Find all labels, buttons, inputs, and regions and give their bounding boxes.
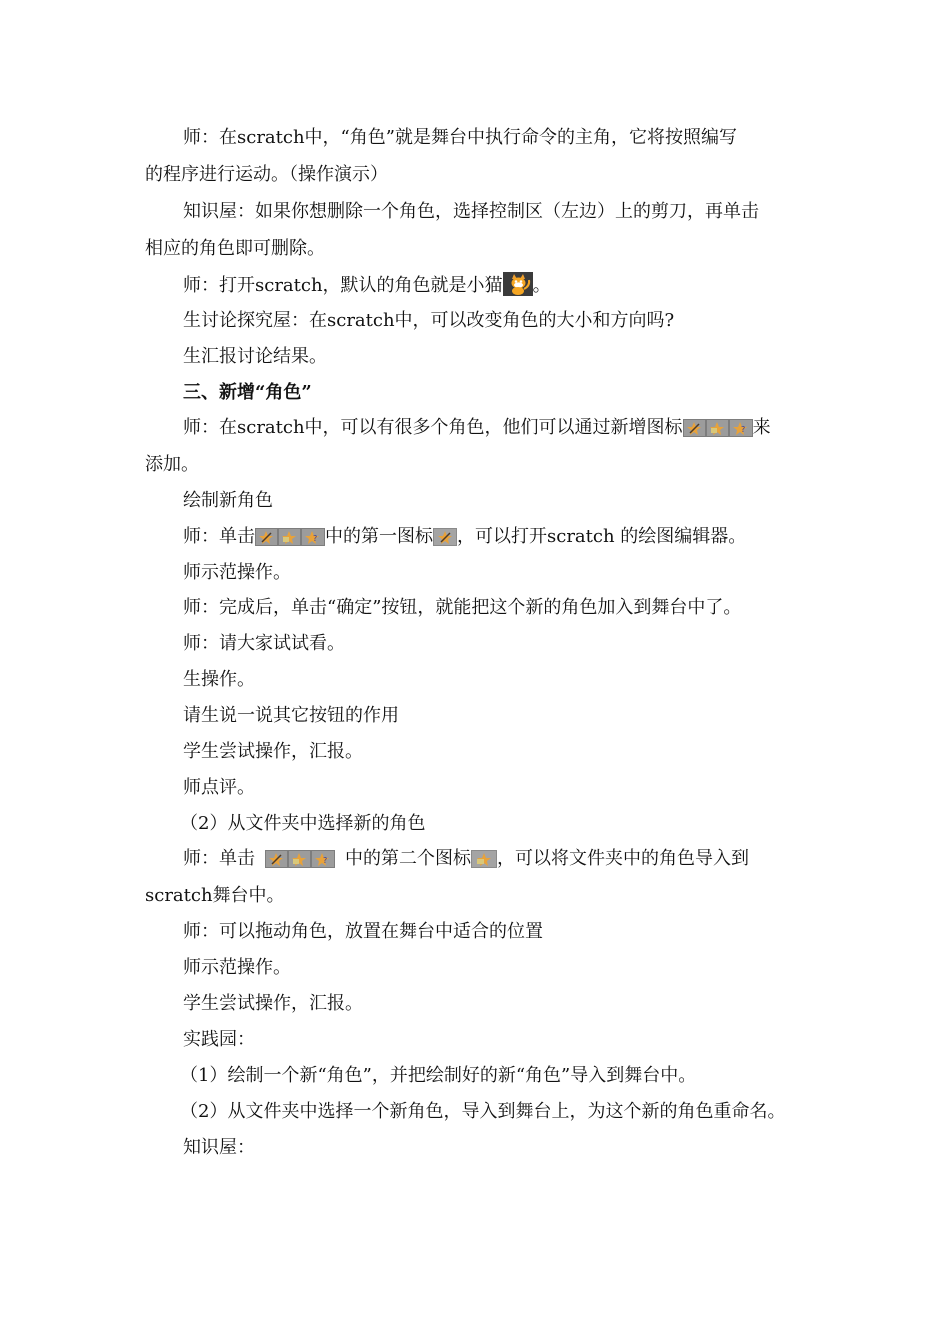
- text-run: 学生尝试操作，汇报。: [183, 993, 363, 1014]
- paragraph-line: [145, 236, 325, 262]
- text-run: 生讨论探究屋：在scratch中，可以改变角色的大小和方向吗?: [183, 310, 675, 331]
- text-run: 师点评。: [183, 777, 255, 798]
- text-run: 学生尝试操作，汇报。: [183, 741, 363, 762]
- text-run: 知识屋：: [183, 1137, 255, 1158]
- text-run: 师：单击: [183, 526, 255, 547]
- paragraph-line: [183, 308, 674, 334]
- paragraph-line: [180, 811, 425, 837]
- paragraph-line: [183, 667, 255, 693]
- svg-text:?: ?: [313, 534, 318, 543]
- paragraph-line: [183, 344, 327, 370]
- text-run: 三、新增“角色”: [183, 382, 312, 403]
- text-run: 师：在scratch中，“角色”就是舞台中执行命令的主角，它将按照编写: [183, 127, 737, 148]
- paragraph-line: [183, 125, 737, 151]
- text-run: ，可以打开scratch 的绘图编辑器。: [457, 526, 747, 547]
- text-run: 中的第二个图标: [345, 848, 471, 869]
- paragraph-line: [183, 846, 749, 872]
- paragraph-line: [183, 595, 741, 621]
- paragraph-line: [145, 883, 285, 909]
- new-sprite-buttons-icon: [265, 850, 335, 868]
- text-run: 请生说一说其它按钮的作用: [183, 705, 399, 726]
- text-run: 中的第一图标: [325, 526, 433, 547]
- paragraph-line: [183, 703, 399, 729]
- paragraph-line: [145, 452, 199, 478]
- paragraph-line: [183, 272, 551, 298]
- text-run: 师示范操作。: [183, 957, 291, 978]
- new-sprite-buttons-icon: [683, 419, 753, 437]
- choose-sprite-from-folder-icon: [471, 850, 497, 868]
- text-run: 生操作。: [183, 669, 255, 690]
- paragraph-line: [183, 524, 746, 550]
- svg-text:?: ?: [740, 425, 745, 434]
- new-sprite-buttons-icon: [255, 528, 325, 546]
- text-run: 相应的角色即可删除。: [145, 238, 325, 259]
- text-run: 的程序进行运动。（操作演示）: [145, 164, 388, 185]
- paragraph-line: [183, 199, 759, 225]
- paragraph-line: [183, 739, 363, 765]
- text-run: ，可以将文件夹中的角色导入到: [497, 848, 749, 869]
- paragraph-line: [183, 775, 255, 801]
- paragraph-line: [183, 560, 291, 586]
- paragraph-line: [183, 1027, 255, 1053]
- text-run: 师：请大家试试看。: [183, 633, 345, 654]
- text-run: 师：在scratch中，可以有很多个角色，他们可以通过新增图标: [183, 417, 683, 438]
- text-run: 生汇报讨论结果。: [183, 346, 327, 367]
- scratch-cat-sprite-icon: [503, 272, 533, 296]
- paragraph-line: [183, 919, 543, 945]
- paragraph-line: [183, 955, 291, 981]
- paragraph-line: [183, 991, 363, 1017]
- section-heading: [183, 380, 312, 406]
- paragraph-line: [180, 1063, 696, 1089]
- text-run: 师：打开scratch，默认的角色就是小猫: [183, 275, 503, 296]
- subheading: [183, 488, 273, 514]
- text-run: 添加。: [145, 454, 199, 475]
- text-run: （2）从文件夹中选择一个新角色，导入到舞台上，为这个新的角色重命名。: [180, 1101, 786, 1122]
- paragraph-line: [183, 1135, 255, 1161]
- svg-text:?: ?: [323, 856, 328, 865]
- text-run: 师：可以拖动角色，放置在舞台中适合的位置: [183, 921, 543, 942]
- paragraph-line: [183, 631, 345, 657]
- paint-new-sprite-icon: [433, 528, 457, 546]
- text-run: scratch舞台中。: [145, 885, 285, 906]
- paragraph-line: [183, 415, 771, 441]
- text-run: 师示范操作。: [183, 562, 291, 583]
- text-run: 师：单击: [183, 848, 255, 869]
- text-run: （2）从文件夹中选择新的角色: [180, 813, 426, 834]
- text-run: 知识屋：如果你想删除一个角色，选择控制区（左边）上的剪刀，再单击: [183, 201, 759, 222]
- text-run: 师：完成后，单击“确定”按钮，就能把这个新的角色加入到舞台中了。: [183, 597, 742, 618]
- text-run: 。: [532, 275, 551, 296]
- text-run: 绘制新角色: [183, 490, 273, 511]
- text-run: 来: [752, 417, 771, 438]
- paragraph-line: [180, 1099, 785, 1125]
- text-run: 实践园：: [183, 1029, 255, 1050]
- text-run: （1）绘制一个新“角色”，并把绘制好的新“角色”导入到舞台中。: [180, 1065, 697, 1086]
- paragraph-line: [145, 162, 388, 188]
